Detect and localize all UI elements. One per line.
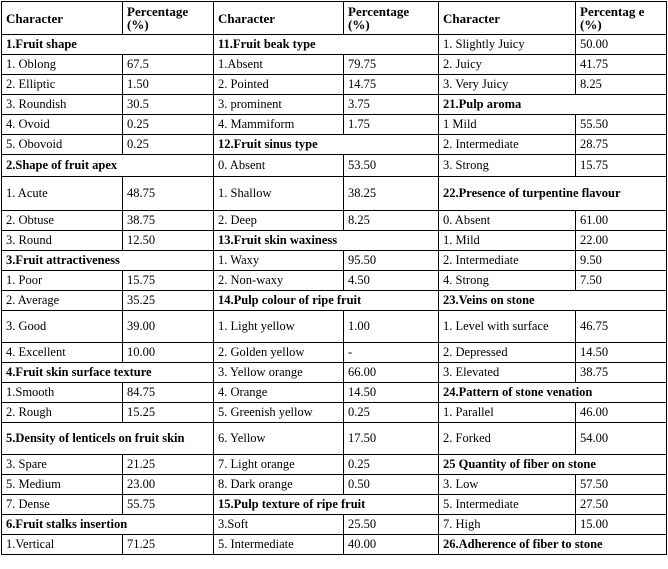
section-heading: 22.Presence of turpentine flavour — [439, 177, 667, 211]
percentage-cell: 55.75 — [123, 495, 214, 515]
section-heading: 3.Fruit attractiveness — [2, 251, 214, 271]
character-cell: 2. Juicy — [439, 55, 576, 75]
percentage-cell: 4.50 — [344, 271, 439, 291]
percentage-cell: 30.5 — [123, 95, 214, 115]
character-cell: 2. Rough — [2, 403, 123, 423]
character-cell: 1. Light yellow — [214, 311, 344, 343]
percentage-cell: 61.00 — [576, 211, 667, 231]
section-heading: 1.Fruit shape — [2, 35, 214, 55]
table-row — [2, 155, 667, 177]
percentage-cell: 15.75 — [123, 271, 214, 291]
character-cell: 3. Very Juicy — [439, 75, 576, 95]
section-heading: 4.Fruit skin surface texture — [2, 363, 214, 383]
character-cell: 7. Light orange — [214, 455, 344, 475]
character-cell: 3. Round — [2, 231, 123, 251]
column-header-character: Character — [214, 2, 344, 35]
character-cell: 5. Intermediate — [214, 535, 344, 555]
character-cell: 2. Golden yellow — [214, 343, 344, 363]
table-row — [2, 495, 667, 515]
character-cell: 1. Shallow — [214, 177, 344, 211]
section-heading: 15.Pulp texture of ripe fruit — [214, 495, 439, 515]
percentage-cell: 1.50 — [123, 75, 214, 95]
percentage-cell: 14.50 — [344, 383, 439, 403]
character-cell: 0. Absent — [214, 155, 344, 177]
percentage-cell: 41.75 — [576, 55, 667, 75]
character-cell: 1. Slightly Juicy — [439, 35, 576, 55]
percentage-cell: 23.00 — [123, 475, 214, 495]
character-cell: 3. Low — [439, 475, 576, 495]
percentage-cell: 50.00 — [576, 35, 667, 55]
percentage-cell: 0.25 — [123, 115, 214, 135]
percentage-cell: 12.50 — [123, 231, 214, 251]
percentage-cell: 35.25 — [123, 291, 214, 311]
percentage-cell: 46.00 — [576, 403, 667, 423]
character-cell: 3. Spare — [2, 455, 123, 475]
character-cell: 1. Level with surface — [439, 311, 576, 343]
character-cell: 7. Dense — [2, 495, 123, 515]
percentage-cell: 48.75 — [123, 177, 214, 211]
table-row — [2, 515, 667, 535]
percentage-cell: 0.25 — [344, 455, 439, 475]
character-cell: 1 Mild — [439, 115, 576, 135]
percentage-cell: 0.25 — [344, 403, 439, 423]
section-heading: 14.Pulp colour of ripe fruit — [214, 291, 439, 311]
percentage-cell: 53.50 — [344, 155, 439, 177]
percentage-cell: 95.50 — [344, 251, 439, 271]
percentage-cell: 17.50 — [344, 423, 439, 455]
character-cell: 8. Dark orange — [214, 475, 344, 495]
character-cell: 2. Intermediate — [439, 135, 576, 155]
percentage-cell: 79.75 — [344, 55, 439, 75]
character-cell: 0. Absent — [439, 211, 576, 231]
percentage-cell: 15.75 — [576, 155, 667, 177]
header-row — [2, 2, 667, 35]
percentage-cell: 25.50 — [344, 515, 439, 535]
percentage-cell: 9.50 — [576, 251, 667, 271]
section-heading: 21.Pulp aroma — [439, 95, 667, 115]
section-heading: 12.Fruit sinus type — [214, 135, 439, 155]
character-cell: 2. Pointed — [214, 75, 344, 95]
percentage-cell: 1.75 — [344, 115, 439, 135]
percentage-cell: 10.00 — [123, 343, 214, 363]
percentage-cell: 66.00 — [344, 363, 439, 383]
character-cell: 5. Greenish yellow — [214, 403, 344, 423]
character-cell: 2. Intermediate — [439, 251, 576, 271]
table-row — [2, 271, 667, 291]
table-row — [2, 35, 667, 55]
character-cell: 6. Yellow — [214, 423, 344, 455]
percentage-cell: 40.00 — [344, 535, 439, 555]
character-cell: 2. Obtuse — [2, 211, 123, 231]
percentage-cell: 67.5 — [123, 55, 214, 75]
percentage-cell: 14.50 — [576, 343, 667, 363]
character-cell: 2. Elliptic — [2, 75, 123, 95]
table-row — [2, 211, 667, 231]
section-heading: 5.Density of lenticels on fruit skin — [2, 423, 214, 455]
column-header-percentage: Percentage (%) — [123, 2, 214, 35]
character-cell: 3. Good — [2, 311, 123, 343]
percentage-cell: 38.75 — [576, 363, 667, 383]
character-cell: 1. Poor — [2, 271, 123, 291]
percentage-cell: 84.75 — [123, 383, 214, 403]
character-cell: 2. Depressed — [439, 343, 576, 363]
percentage-cell: 14.75 — [344, 75, 439, 95]
character-cell: 3. prominent — [214, 95, 344, 115]
percentage-cell: 15.25 — [123, 403, 214, 423]
column-header-character: Character — [439, 2, 576, 35]
percentage-cell: 27.50 — [576, 495, 667, 515]
character-cell: 4. Ovoid — [2, 115, 123, 135]
percentage-cell: 15.00 — [576, 515, 667, 535]
table-row — [2, 363, 667, 383]
percentage-cell: 7.50 — [576, 271, 667, 291]
character-cell: 3. Elevated — [439, 363, 576, 383]
table-row — [2, 343, 667, 363]
percentage-cell: 22.00 — [576, 231, 667, 251]
percentage-cell: 54.00 — [576, 423, 667, 455]
percentage-cell: 28.75 — [576, 135, 667, 155]
character-cell: 1. Oblong — [2, 55, 123, 75]
percentage-cell: - — [344, 343, 439, 363]
section-heading: 2.Shape of fruit apex — [2, 155, 214, 177]
character-cell: 5. Intermediate — [439, 495, 576, 515]
table-row — [2, 75, 667, 95]
character-cell: 1.Vertical — [2, 535, 123, 555]
character-cell: 2. Forked — [439, 423, 576, 455]
character-cell: 1. Waxy — [214, 251, 344, 271]
table-row — [2, 291, 667, 311]
table-row — [2, 475, 667, 495]
character-cell: 1. Acute — [2, 177, 123, 211]
character-cell: 3. Strong — [439, 155, 576, 177]
table-body — [2, 2, 667, 555]
character-cell: 1.Smooth — [2, 383, 123, 403]
character-cell: 3. Yellow orange — [214, 363, 344, 383]
character-cell: 2. Deep — [214, 211, 344, 231]
character-cell: 3. Roundish — [2, 95, 123, 115]
section-heading: 13.Fruit skin waxiness — [214, 231, 439, 251]
table-row — [2, 135, 667, 155]
percentage-cell: 3.75 — [344, 95, 439, 115]
character-cell: 4. Strong — [439, 271, 576, 291]
percentage-cell: 57.50 — [576, 475, 667, 495]
section-heading: 25 Quantity of fiber on stone — [439, 455, 667, 475]
table-row — [2, 383, 667, 403]
percentage-cell: 8.25 — [344, 211, 439, 231]
character-cell: 7. High — [439, 515, 576, 535]
character-cell: 5. Medium — [2, 475, 123, 495]
character-cell: 1.Absent — [214, 55, 344, 75]
section-heading: 24.Pattern of stone venation — [439, 383, 667, 403]
character-cell: 1. Mild — [439, 231, 576, 251]
percentage-cell: 8.25 — [576, 75, 667, 95]
table-row — [2, 535, 667, 555]
character-cell: 2. Average — [2, 291, 123, 311]
column-header-percentage: Percentag e (%) — [576, 2, 667, 35]
percentage-cell: 21.25 — [123, 455, 214, 475]
percentage-cell: 39.00 — [123, 311, 214, 343]
percentage-cell: 1.00 — [344, 311, 439, 343]
table-row — [2, 423, 667, 455]
character-cell: 4. Mammiform — [214, 115, 344, 135]
table-row — [2, 403, 667, 423]
character-cell: 4. Orange — [214, 383, 344, 403]
table-row — [2, 311, 667, 343]
table-row — [2, 55, 667, 75]
character-cell: 3.Soft — [214, 515, 344, 535]
percentage-cell: 46.75 — [576, 311, 667, 343]
section-heading: 26.Adherence of fiber to stone — [439, 535, 667, 555]
character-cell: 2. Non-waxy — [214, 271, 344, 291]
percentage-cell: 38.75 — [123, 211, 214, 231]
character-cell: 4. Excellent — [2, 343, 123, 363]
table-row — [2, 95, 667, 115]
column-header-percentage: Percentage (%) — [344, 2, 439, 35]
table-row — [2, 251, 667, 271]
trait-table — [1, 1, 667, 555]
section-heading: 11.Fruit beak type — [214, 35, 439, 55]
table-row — [2, 177, 667, 211]
character-cell: 5. Obovoid — [2, 135, 123, 155]
percentage-cell: 55.50 — [576, 115, 667, 135]
table-row — [2, 455, 667, 475]
percentage-cell: 71.25 — [123, 535, 214, 555]
column-header-character: Character — [2, 2, 123, 35]
section-heading: 6.Fruit stalks insertion — [2, 515, 214, 535]
table-row — [2, 231, 667, 251]
character-cell: 1. Parallel — [439, 403, 576, 423]
percentage-cell: 38.25 — [344, 177, 439, 211]
percentage-cell: 0.50 — [344, 475, 439, 495]
percentage-cell: 0.25 — [123, 135, 214, 155]
section-heading: 23.Veins on stone — [439, 291, 667, 311]
table-row — [2, 115, 667, 135]
